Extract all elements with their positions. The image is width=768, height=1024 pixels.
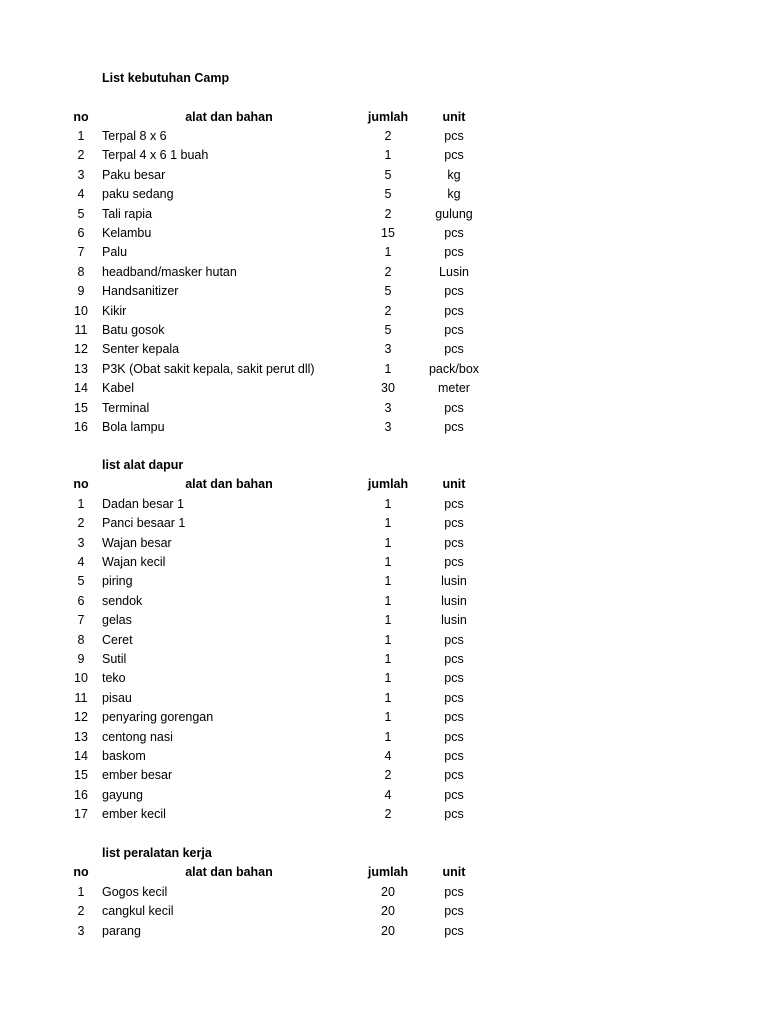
row-unit: pcs	[444, 787, 464, 802]
row-unit: pcs	[444, 129, 464, 143]
header-no: no	[73, 109, 89, 124]
table-row	[0, 302, 768, 321]
row-unit: pcs	[444, 148, 464, 163]
row-item: Handsanitizer	[102, 284, 179, 299]
table-row	[0, 786, 768, 805]
row-unit: pcs	[444, 768, 464, 783]
row-item: Ceret	[102, 632, 133, 647]
table-row	[0, 669, 768, 688]
row-no: 3	[77, 535, 85, 550]
row-no: 5	[77, 206, 85, 221]
table-row	[0, 728, 768, 747]
row-item: penyaring gorengan	[102, 710, 214, 725]
table-row	[0, 689, 768, 708]
row-unit: pcs	[444, 226, 464, 240]
row-unit: meter	[438, 381, 470, 396]
row-unit: lusin	[441, 574, 467, 589]
table-row	[0, 534, 768, 553]
row-qty: 1	[384, 516, 392, 531]
row-unit: pcs	[444, 632, 464, 647]
row-qty: 30	[381, 381, 395, 396]
table-row	[0, 127, 768, 146]
header-no: no	[73, 477, 89, 492]
row-qty: 4	[384, 749, 392, 763]
table-row	[0, 340, 768, 359]
row-item: headband/masker hutan	[102, 264, 237, 279]
table-row	[0, 146, 768, 165]
row-qty: 2	[384, 206, 392, 221]
row-unit: gulung	[435, 206, 473, 221]
row-item: gelas	[102, 613, 132, 628]
row-item: Tali rapia	[102, 206, 153, 221]
table-row	[0, 243, 768, 262]
row-unit: lusin	[441, 593, 467, 608]
row-item: Batu gosok	[102, 323, 165, 337]
row-no: 1	[77, 496, 85, 511]
row-item: sendok	[102, 593, 143, 608]
row-item: Wajan kecil	[102, 555, 166, 569]
row-unit: pcs	[444, 516, 464, 531]
table-row	[0, 379, 768, 398]
row-item: Terpal 4 x 6 1 buah	[102, 148, 209, 163]
section-title: list alat dapur	[102, 458, 184, 472]
row-no: 9	[77, 652, 85, 666]
row-qty: 2	[384, 807, 392, 822]
row-unit: pcs	[444, 342, 464, 357]
row-no: 1	[77, 129, 85, 143]
row-item: Panci besaar 1	[102, 516, 186, 531]
row-unit: pcs	[444, 690, 464, 705]
row-no: 8	[77, 264, 85, 279]
row-unit: kg	[447, 167, 461, 182]
row-no: 2	[77, 148, 85, 163]
table-row	[0, 611, 768, 630]
table-row	[0, 321, 768, 340]
header-item: alat dan bahan	[185, 477, 273, 492]
row-unit: pcs	[444, 323, 464, 337]
row-qty: 5	[384, 323, 392, 337]
row-no: 6	[77, 593, 85, 608]
table-row	[0, 592, 768, 611]
table-row	[0, 495, 768, 514]
row-qty: 1	[384, 632, 392, 647]
row-qty: 1	[384, 652, 392, 666]
header-item: alat dan bahan	[185, 865, 273, 880]
row-no: 13	[74, 729, 88, 744]
row-qty: 15	[381, 226, 395, 240]
table-header-row	[0, 475, 768, 494]
row-unit: pcs	[444, 555, 464, 569]
row-qty: 1	[384, 535, 392, 550]
table-row	[0, 747, 768, 766]
row-qty: 1	[384, 710, 392, 725]
table-header-row	[0, 863, 768, 882]
row-no: 10	[74, 671, 88, 686]
row-no: 7	[77, 613, 85, 628]
row-qty: 1	[384, 148, 392, 163]
row-no: 9	[77, 284, 85, 299]
row-no: 2	[77, 516, 85, 531]
table-row	[0, 766, 768, 785]
row-item: Wajan besar	[102, 535, 172, 550]
row-qty: 20	[381, 904, 395, 919]
row-qty: 1	[384, 729, 392, 744]
header-qty: jumlah	[367, 109, 409, 124]
row-unit: pcs	[444, 749, 464, 763]
row-item: gayung	[102, 787, 144, 802]
row-unit: pcs	[444, 671, 464, 686]
row-item: Paku besar	[102, 167, 166, 182]
row-no: 16	[74, 787, 88, 802]
row-unit: pcs	[444, 884, 464, 899]
row-qty: 20	[381, 923, 395, 938]
table-row	[0, 883, 768, 902]
row-no: 5	[77, 574, 85, 589]
row-no: 8	[77, 632, 85, 647]
row-no: 15	[74, 768, 88, 783]
header-no: no	[73, 865, 89, 880]
row-unit: pcs	[444, 652, 464, 666]
header-qty: jumlah	[367, 477, 409, 492]
table-row	[0, 360, 768, 379]
header-unit: unit	[442, 477, 466, 492]
table-row	[0, 166, 768, 185]
row-unit: pcs	[444, 400, 464, 415]
row-unit: kg	[447, 187, 461, 202]
row-unit: pcs	[444, 496, 464, 511]
row-no: 6	[77, 226, 85, 240]
row-item: teko	[102, 671, 126, 686]
row-item: baskom	[102, 749, 146, 763]
row-unit: Lusin	[439, 264, 469, 279]
row-no: 13	[74, 361, 88, 376]
row-unit: lusin	[441, 613, 467, 628]
row-unit: pcs	[444, 245, 464, 260]
section-title: List kebutuhan Camp	[102, 71, 230, 85]
table-row	[0, 902, 768, 921]
row-no: 10	[74, 303, 88, 318]
section-title: list peralatan kerja	[102, 846, 212, 860]
row-item: Kelambu	[102, 226, 152, 240]
row-no: 17	[74, 807, 88, 822]
table-row	[0, 224, 768, 243]
table-row	[0, 708, 768, 727]
row-qty: 2	[384, 768, 392, 783]
row-qty: 3	[384, 400, 392, 415]
row-qty: 20	[381, 884, 395, 899]
row-item: Kikir	[102, 303, 127, 318]
row-unit: pcs	[444, 923, 464, 938]
table-row	[0, 185, 768, 204]
row-item: Senter kepala	[102, 342, 180, 357]
row-qty: 1	[384, 593, 392, 608]
row-unit: pcs	[444, 303, 464, 318]
row-qty: 1	[384, 496, 392, 511]
row-unit: pcs	[444, 904, 464, 919]
row-unit: pcs	[444, 807, 464, 822]
row-qty: 3	[384, 420, 392, 434]
row-qty: 1	[384, 574, 392, 589]
table-row	[0, 650, 768, 669]
row-no: 12	[74, 710, 88, 725]
row-qty: 1	[384, 690, 392, 705]
row-item: Sutil	[102, 652, 127, 666]
row-qty: 2	[384, 129, 392, 143]
table-row	[0, 572, 768, 591]
row-no: 14	[74, 381, 88, 396]
header-unit: unit	[442, 109, 466, 124]
table-row	[0, 514, 768, 533]
row-qty: 5	[384, 284, 392, 299]
row-qty: 1	[384, 671, 392, 686]
row-unit: pack/box	[428, 361, 480, 376]
table-row	[0, 922, 768, 941]
row-qty: 5	[384, 167, 392, 182]
row-no: 11	[74, 690, 88, 705]
row-item: Terpal 8 x 6	[102, 129, 167, 143]
row-item: Terminal	[102, 400, 150, 415]
row-no: 7	[77, 245, 85, 260]
row-item: pisau	[102, 690, 132, 705]
header-item: alat dan bahan	[185, 109, 273, 124]
row-no: 3	[77, 167, 85, 182]
row-qty: 2	[384, 303, 392, 318]
table-row	[0, 631, 768, 650]
row-no: 4	[77, 187, 85, 202]
row-no: 4	[77, 555, 85, 569]
row-item: Gogos kecil	[102, 884, 168, 899]
row-no: 3	[77, 923, 85, 938]
row-item: paku sedang	[102, 187, 174, 202]
table-row	[0, 553, 768, 572]
row-no: 12	[74, 342, 88, 357]
row-no: 15	[74, 400, 88, 415]
row-unit: pcs	[444, 284, 464, 299]
row-no: 2	[77, 904, 85, 919]
row-qty: 3	[384, 342, 392, 357]
row-qty: 5	[384, 187, 392, 202]
header-unit: unit	[442, 865, 466, 880]
row-qty: 1	[384, 613, 392, 628]
row-item: Kabel	[102, 381, 134, 396]
row-qty: 1	[384, 245, 392, 260]
row-item: cangkul kecil	[102, 904, 174, 919]
row-no: 16	[74, 420, 88, 434]
row-item: centong nasi	[102, 729, 173, 744]
row-qty: 1	[384, 361, 392, 376]
table-row	[0, 418, 768, 437]
table-row	[0, 282, 768, 301]
row-item: ember besar	[102, 768, 173, 783]
row-qty: 1	[384, 555, 392, 569]
header-qty: jumlah	[367, 865, 409, 880]
row-item: piring	[102, 574, 133, 589]
row-no: 14	[74, 749, 88, 763]
row-qty: 2	[384, 264, 392, 279]
row-unit: pcs	[444, 420, 464, 434]
table-header-row	[0, 108, 768, 127]
row-item: Palu	[102, 245, 128, 260]
row-item: Dadan besar 1	[102, 496, 185, 511]
row-no: 1	[77, 884, 85, 899]
row-item: Bola lampu	[102, 420, 165, 434]
row-no: 11	[74, 323, 88, 337]
row-qty: 4	[384, 787, 392, 802]
row-item: ember kecil	[102, 807, 166, 822]
table-row	[0, 399, 768, 418]
row-unit: pcs	[444, 710, 464, 725]
row-unit: pcs	[444, 729, 464, 744]
table-row	[0, 263, 768, 282]
table-row	[0, 205, 768, 224]
row-item: P3K (Obat sakit kepala, sakit perut dll)	[102, 361, 315, 376]
row-item: parang	[102, 923, 141, 938]
table-row	[0, 805, 768, 824]
row-unit: pcs	[444, 535, 464, 550]
